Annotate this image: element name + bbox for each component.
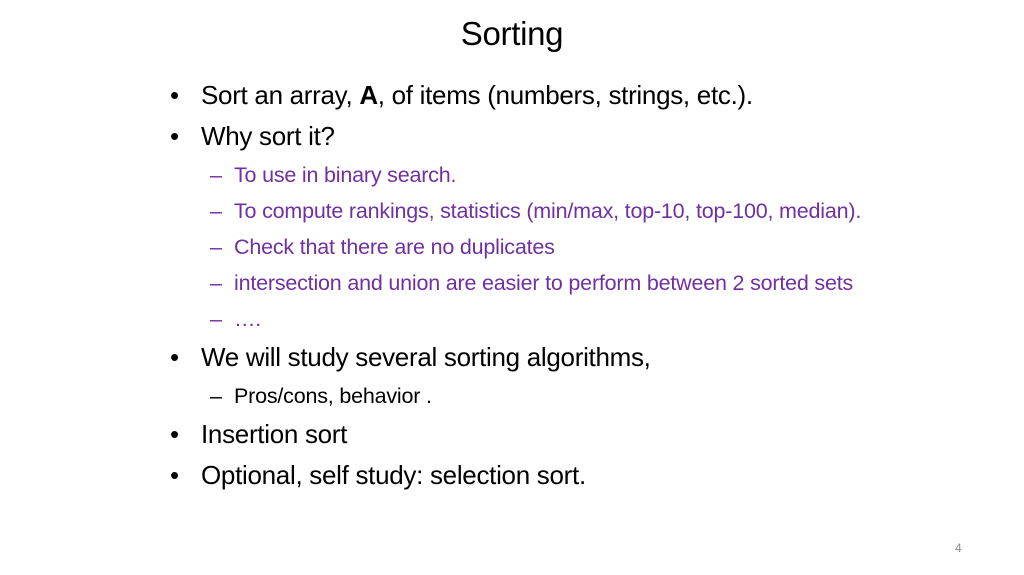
bullet-text: Insertion sort xyxy=(201,419,348,449)
dash-icon: – xyxy=(210,307,222,331)
sub-bullet-ellipsis xyxy=(210,304,870,334)
dash-icon: – xyxy=(210,235,222,259)
bullet-dot-icon: • xyxy=(170,121,179,151)
bullet-dot-icon: • xyxy=(170,460,179,490)
sub-bullet-text: Check that there are no duplicates xyxy=(234,235,555,259)
slide-content xyxy=(170,78,870,499)
sub-bullet-text: intersection and union are easier to perform between 2 sorted sets xyxy=(234,271,854,295)
bullet-selection-sort xyxy=(170,458,870,492)
bullet-text: We will study several sorting algorithms, xyxy=(201,342,651,372)
bullet-study-algorithms xyxy=(170,340,870,374)
bullet-text-bold: A xyxy=(359,80,378,110)
sub-bullet-intersection xyxy=(210,268,870,298)
page-number: 4 xyxy=(955,541,962,555)
sub-bullet-binary-search xyxy=(210,160,870,190)
sub-bullet-text: …. xyxy=(234,307,262,331)
sub-bullet-duplicates xyxy=(210,232,870,262)
dash-icon: – xyxy=(210,199,222,223)
bullet-sort-array xyxy=(170,78,870,112)
bullet-text: Optional, self study: selection sort. xyxy=(201,460,586,490)
sub-bullet-text: To compute rankings, statistics (min/max, top-10, top-100, median). xyxy=(234,199,862,223)
bullet-dot-icon: • xyxy=(170,342,179,372)
dash-icon: – xyxy=(210,271,222,295)
sub-bullet-pros-cons xyxy=(210,381,870,411)
bullet-text: Why sort it? xyxy=(201,121,335,151)
dash-icon: – xyxy=(210,384,222,408)
bullet-text-post: , of items (numbers, strings, etc.). xyxy=(377,80,753,110)
bullet-dot-icon: • xyxy=(170,80,179,110)
bullet-dot-icon: • xyxy=(170,419,179,449)
bullet-text-pre: Sort an array, xyxy=(201,80,360,110)
sub-bullet-text: To use in binary search. xyxy=(234,163,457,187)
sub-bullet-text: Pros/cons, behavior . xyxy=(234,384,432,408)
bullet-insertion-sort xyxy=(170,417,870,451)
bullet-why-sort xyxy=(170,119,870,153)
dash-icon: – xyxy=(210,163,222,187)
slide-title: Sorting xyxy=(460,15,564,52)
sub-bullet-rankings xyxy=(210,196,870,226)
